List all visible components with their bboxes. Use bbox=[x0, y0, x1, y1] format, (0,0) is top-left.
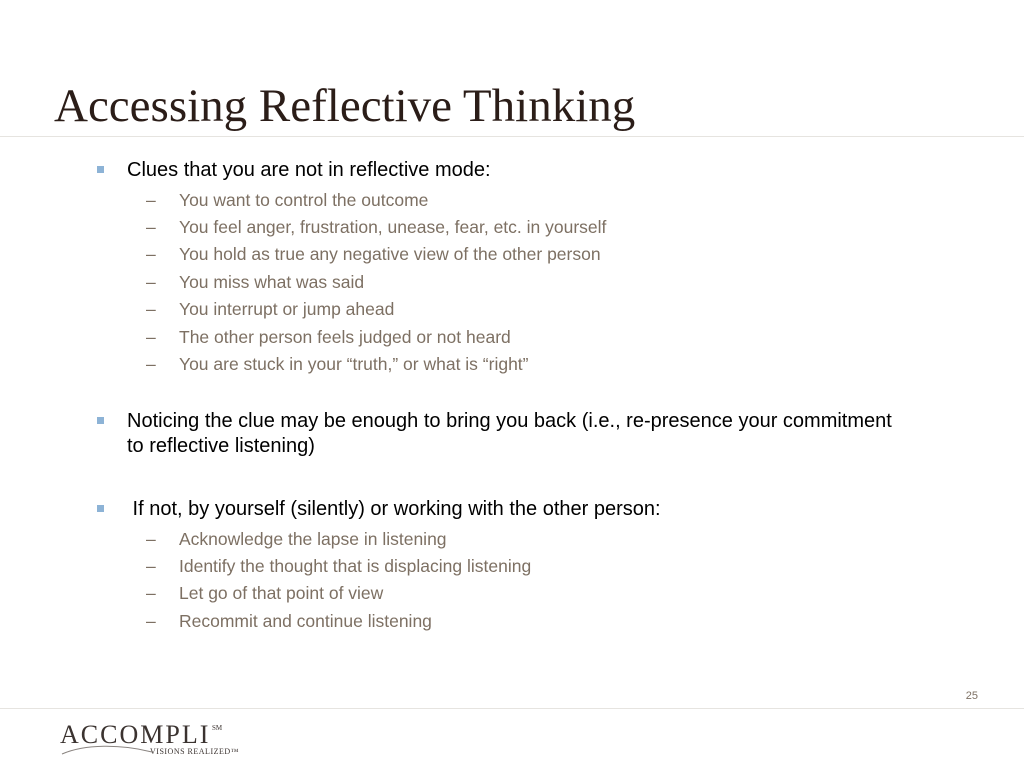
bullet-item bbox=[127, 497, 907, 522]
sub-bullet-item bbox=[146, 610, 879, 632]
dash-icon: – bbox=[146, 556, 156, 576]
sub-bullet-item bbox=[146, 216, 879, 238]
sub-bullet-text: Acknowledge the lapse in listening bbox=[179, 529, 447, 549]
sub-bullet-text: You hold as true any negative view of the other person bbox=[179, 244, 601, 264]
sub-bullet-text: You interrupt or jump ahead bbox=[179, 299, 395, 319]
logo-wordmark: ACCOMPLI bbox=[60, 720, 211, 749]
logo-tagline: VISIONS REALIZED™ bbox=[150, 747, 239, 756]
sub-bullet-item bbox=[146, 353, 879, 375]
bullet-text: Noticing the clue may be enough to bring you back (i.e., re-presence your commitment to reflective listening) bbox=[127, 410, 892, 457]
sub-bullet-text: Identify the thought that is displacing listening bbox=[179, 556, 532, 576]
sub-bullet-text: Let go of that point of view bbox=[179, 583, 384, 603]
logo-swoosh-icon bbox=[60, 740, 155, 758]
sub-bullet-item bbox=[146, 243, 879, 265]
footer-divider bbox=[0, 708, 1024, 709]
dash-icon: – bbox=[146, 217, 156, 237]
dash-icon: – bbox=[146, 272, 156, 292]
sub-bullet-item bbox=[146, 528, 879, 550]
sub-bullet-text: Recommit and continue listening bbox=[179, 611, 432, 631]
bullet-text: Clues that you are not in reflective mode: bbox=[127, 159, 491, 181]
sub-bullet-item bbox=[146, 582, 879, 604]
sub-bullet-text: You miss what was said bbox=[179, 272, 365, 292]
sub-bullet-item bbox=[146, 326, 879, 348]
dash-icon: – bbox=[146, 244, 156, 264]
dash-icon: – bbox=[146, 354, 156, 374]
page-title: Accessing Reflective Thinking bbox=[54, 80, 636, 132]
page-number: 25 bbox=[965, 690, 978, 702]
bullet-item bbox=[127, 158, 907, 183]
title-divider bbox=[0, 136, 1024, 137]
dash-icon: – bbox=[146, 327, 156, 347]
square-bullet-icon bbox=[97, 417, 104, 424]
sub-bullet-item bbox=[146, 298, 879, 320]
sub-bullet-item bbox=[146, 271, 879, 293]
company-logo bbox=[60, 720, 260, 760]
logo-service-mark: SM bbox=[212, 724, 223, 732]
dash-icon: – bbox=[146, 529, 156, 549]
sub-bullet-text: The other person feels judged or not heard bbox=[179, 327, 511, 347]
dash-icon: – bbox=[146, 611, 156, 631]
dash-icon: – bbox=[146, 583, 156, 603]
sub-bullet-item bbox=[146, 189, 879, 211]
sub-bullet-text: You feel anger, frustration, unease, fear, etc. in yourself bbox=[179, 217, 607, 237]
square-bullet-icon bbox=[97, 166, 104, 173]
dash-icon: – bbox=[146, 299, 156, 319]
dash-icon: – bbox=[146, 190, 156, 210]
bullet-text: If not, by yourself (silently) or working with the other person: bbox=[127, 498, 661, 520]
bullet-item bbox=[127, 409, 907, 459]
sub-bullet-text: You want to control the outcome bbox=[179, 190, 429, 210]
sub-bullet-item bbox=[146, 555, 879, 577]
sub-bullet-text: You are stuck in your “truth,” or what is “right” bbox=[179, 354, 529, 374]
square-bullet-icon bbox=[97, 505, 104, 512]
